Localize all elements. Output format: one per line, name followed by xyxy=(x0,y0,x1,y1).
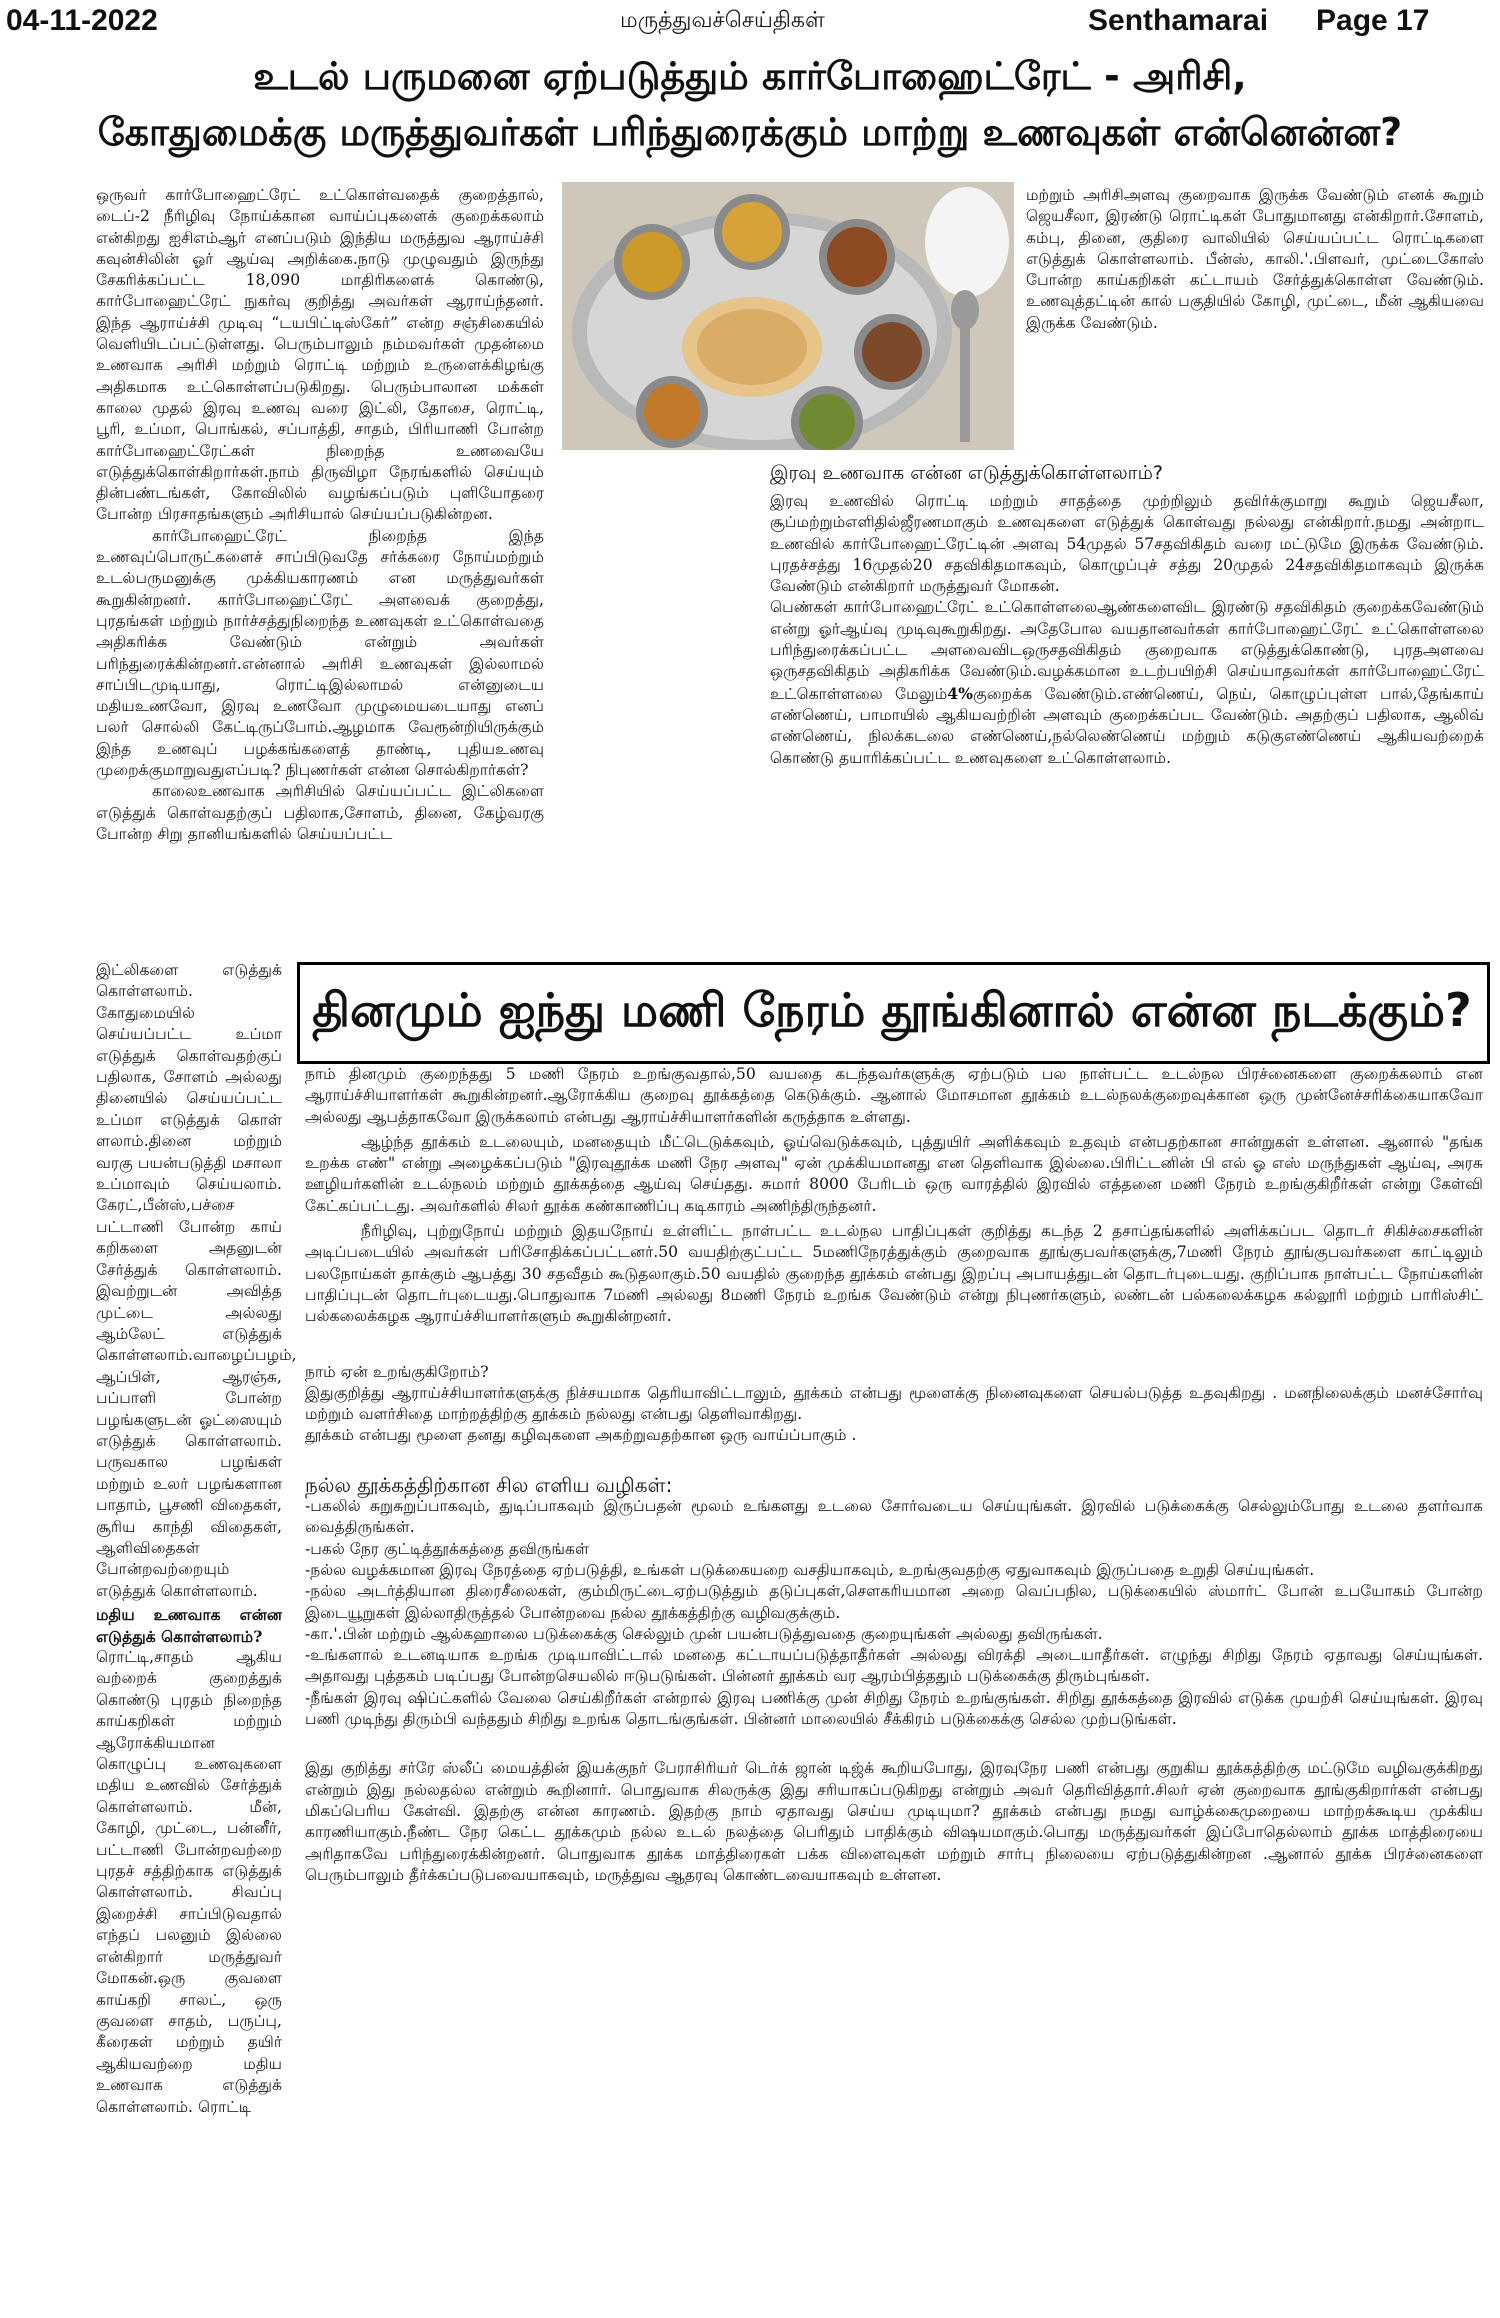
article2-body xyxy=(305,1064,1483,1886)
sleep-tip-4: -நல்ல அடர்த்தியான திரைசீலைகள், கும்மிருட்டைஏற்படுத்தும் தடுப்புகள்,சௌகரியமான அறை வெப்பநில, படுக்கையில் ஸ்மார்ட் போன் உபயோகம் போன்ற இடையூறுகள் இல்லாதிருத்தல் போன்றவை நல்ல தூக்கத்திற்கு வழிவகுக்கும். xyxy=(305,1582,1483,1622)
dinner-section xyxy=(770,462,1484,769)
food-plate-photo xyxy=(562,182,1014,450)
dinner-text-block xyxy=(770,491,1484,769)
narrow-breakfast-text: இட்லிகளை எடுத்துக் கொள்ளலாம். கோதுமையில் செய்யப்பட்ட உப்மா எடுத்துக் கொள்வதற்குப் பதிலாக, சோளம் அல்லது தினையில் செய்யப்பட்ட உப்மா எடுத்துக் கொள் ளலாம்.தினை மற்றும் வரகு பயன்படுத்தி மசாலா உப்மாவும் செய்யலாம். கேரட்,பீன்ஸ்,பச்சை பட்டாணி போன்ற காய் கறிகளை அதனுடன் சேர்த்துக் கொள்ளலாம். இவற்றுடன் அவித்த முட்டை அல்லது ஆம்லேட் எடுத்துக் கொள்ளலாம்.வாழைப்பழம், ஆப்பிள், ஆரஞ்சு, பப்பாளி போன்ற பழங்களுடன் ஓட்ஸையும் எடுத்துக் கொள்ளலாம். பருவகால பழங்கள் மற்றும் உலர் பழங்களான பாதாம், பூசணி விதைகள், சூரிய காந்தி விதைகள், ஆளிவிதைகள் போன்றவற்றையும் எடுத்துக் கொள்ளலாம். xyxy=(96,961,297,1600)
paper-name: Senthamarai xyxy=(1088,4,1269,37)
article2-paragraph-3: நீரிழிவு, புற்றுநோய் மற்றும் இதயநோய் உள்ளிட்ட நாள்பட்ட உடல்நல பாதிப்புகள் குறித்து கடந்த 2 தசாப்தங்களில் அளிக்கப்பட தொடர் சிகிச்சைகளின் அடிப்படையில் அவர்கள் பரிசோதிக்கப்பட்டனர்.50 வயதிற்குட்பட்ட 5மணிநேரத்துக்கும் குறைவாக தூங்குபவர்களுக்கு,7மணி நேரம் தூங்குபவர்களை காட்டிலும் பலநோய்கள் தாக்கும் ஆபத்து 30 சதவீதம் கூடுதலாகும்.50 வயதில் குறைந்த தூக்கம் என்பது இறப்பு அபாயத்துடன் தொடர்புடையது. குறிப்பாக நாள்பட்ட நோய்களின் பாதிப்புடன் தொடர்புடையது.பொதுவாக 7மணி அல்லது 8மணி நேரம் உறங்க வேண்டும் என்று நிபுணர்களும், லண்டன் பல்கலைக்கழக கல்லூரி மற்றும் பாரிஸ்சிட் பல்கலைக்கழக ஆராய்ச்சியாளர்களும் கூறுகின்றனர். xyxy=(305,1222,1483,1326)
page-number: Page 17 xyxy=(1316,4,1430,37)
article2-paragraph-2: ஆழ்ந்த தூக்கம் உடலையும், மனதையும் மீட்டெடுக்கவும், ஓய்வெடுக்கவும், புத்துயிர் அளிக்கவும் உதவும் என்பதற்கான சான்றுகள் உள்ளன. ஆனால் "தங்க உறக்க எண்" என்று அழைக்கப்படும் "இரவுதூக்க மணி நேர அளவு" ஏன் முக்கியமானது என தெளிவாக இல்லை.பிரிட்டனின் பி எல் ஓ எஸ் மருந்துகள் ஆய்வு, அரசு ஊழியர்களின் உடல்நலம் மற்றும் தூக்கத்தை ஆய்வு செய்தது. சுமார் 8000 பேரிடம் ஒரு வாரத்தில் இரவில் எத்தனை மணி நேரம் உறங்குகிறீர்கள் என்று கேள்வி கேட்கப்பட்டது. அவர்களில் சிலர் தூக்க கண்காணிப்பு கடிகாரம் அணிந்திருந்தனர். xyxy=(305,1132,1483,1215)
lunch-heading: மதிய உணவாக என்ன எடுத்துக் கொள்ளலாம்? xyxy=(96,1605,282,1646)
article1-title-line2: கோதுமைக்கு மருத்துவர்கள் பரிந்துரைக்கும் மாற்று உணவுகள் என்னென்ன? xyxy=(97,110,1403,154)
article1-right-paragraph: மற்றும் அரிசிஅளவு குறைவாக இருக்க வேண்டும் எனக் கூறும் ஜெயசீலா, இரண்டு ரொட்டிகள் போதுமானது என்கிறார்.சோளம், கம்பு, தினை, குதிரை வாலியில் செய்யப்பட்ட ரொட்டிகளை எடுத்துக் கொள்ளலாம். பீன்ஸ், காலி.'.பிளவர், முட்டைகோஸ் போன்ற காய்கறிகள் கட்டாயம் சேர்த்துக்கொள்ள வேண்டும். உணவுத்தட்டின் கால் பகுதியில் கோழி, முட்டை, மீன் ஆகியவை இருக்க வேண்டும். xyxy=(1026,186,1484,332)
article2-closing: இது குறித்து சர்ரே ஸ்லீப் மையத்தின் இயக்குநர் பேராசிரியர் டெர்க் ஜான் டிஜ்க் கூறியபோது, இரவுநேர பணி என்பது குறுகிய தூக்கத்திற்கு மட்டுமே வழிவகுக்கிறது என்றும் இது நல்லதல்ல என்றும் கூறினார். பொதுவாக சிலருக்கு இது சரியாகப்படுகிறது என்றும் அவர் தெரிவித்தார்.சிலர் ஏன் குறைவாக தூங்குகிறார்கள் என்பது மிகப்பெரிய கேள்வி. இதற்கு என்ன காரணம். இதற்கு நாம் ஏதாவது செய்ய முடியுமா? தூக்கம் என்பது நமது வாழ்க்கைமுறையை மாற்றக்கூடிய முக்கிய காரணியாகும்.நீண்ட நேர கெட்ட தூக்கமும் நல்ல உடல் நலத்தை பெரிதும் பாதிக்கும் விஷயமாகும்.பொது மருத்துவர்கள் இப்போதெல்லாம் தூக்க மாத்திரையை அரிதாகவே பரிந்துரைக்கின்றனர். பொதுவாக தூக்க மாத்திரைகள் பக்க விளைவுகள் மற்றும் சார்பு நிலையை ஏற்படுத்துகின்றன .ஆனால் தூக்க பிரச்னைகளை பெரும்பாலும் தீர்க்கப்படுபவையாகவும், மருத்துவ ஆதரவு கொண்டவையாகவும் உள்ளன. xyxy=(305,1759,1483,1884)
article2-title: தினமும் ஐந்து மணி நேரம் தூங்கினால் என்ன நடக்கும்? xyxy=(312,983,1472,1037)
sleep-tip-1: -பகலில் சுறுசுறுப்பாகவும், துடிப்பாகவும் இருப்பதன் மூலம் உங்களது உடலை சோர்வடைய செய்யுங்கள். இரவில் படுக்கைக்கு செல்லும்போது உடலை தளர்வாக வைத்திருங்கள். xyxy=(305,1497,1483,1537)
lunch-text: ரொட்டி,சாதம் ஆகிய வற்றைக் குறைத்துக் கொண்டு புரதம் நிறைந்த காய்கறிகள் மற்றும் ஆரோக்கியமான கொழுப்பு உணவுகளை மதிய உணவில் சேர்த்துக் கொள்ளலாம். மீன், கோழி, முட்டை, பன்னீர், பட்டாணி போன்றவற்றை புரதச் சத்திற்காக எடுத்துக் கொள்ளலாம். சிவப்பு இறைச்சி சாப்பிடுவதால் எந்தப் பலனும் இல்லை என்கிறார் மருத்துவர் மோகன்.ஒரு குவளை காய்கறி சாலட், ஒரு குவளை சாதம், பருப்பு, கீரைகள் மற்றும் தயிர் ஆகியவற்றை மதிய உணவாக எடுத்துக் கொள்ளலாம். ரொட்டி xyxy=(96,1648,282,2116)
dinner-text-2b: குறைக்க வேண்டும்.எண்ணெய், நெய், கொழுப்புள்ள பால்,தேங்காய் எண்ணெய், பாமாயில் ஆகியவற்றின் அளவும் குறைக்கப்பட வேண்டும். அதற்குப் பதிலாக, ஆலிவ் எண்ணெய், நிலக்கடலை எண்ணெய்,நல்லெண்ணெய் மற்றும் கடுகுஎண்ணெய் ஆகியவற்றைக் கொண்டு தயாரிக்கப்பட்ட உணவுகளை உட்கொள்ளலாம். xyxy=(770,684,1484,767)
why-sleep-text: இதுகுறித்து ஆராய்ச்சியாளர்களுக்கு நிச்சயமாக தெரியாவிட்டாலும், தூக்கம் என்பது மூளைக்கு நினைவுகளை செயல்படுத்த உதவுகிறது . மனநிலைக்கும் மனச்சோர்வு மற்றும் வளர்சிதை மாற்றத்திற்கு தூக்கம் நல்லது என்பது தெளிவாகிறது. xyxy=(305,1383,1483,1424)
thali-plate-illustration xyxy=(562,182,1014,450)
why-sleep-question: நாம் ஏன் உறங்குகிறோம்? xyxy=(305,1362,489,1381)
issue-date: 04-11-2022 xyxy=(6,4,158,37)
article2-paragraph-1: நாம் தினமும் குறைந்தது 5 மணி நேரம் உறங்குவதால்,50 வயதை கடந்தவர்களுக்கு ஏற்படும் பல நாள்பட்ட உடல்நல பிரச்னைகளை குறைக்கலாம் என ஆராய்ச்சியாளர்கள் கூறுகின்றனர்.ஆரோக்கிய குறைவு தூக்கத்தை கெடுக்கும். ஆனால் மோசமான தூக்கம் உடல்நலக்குறைவுக்கான ஒரு முன்னேச்சரிக்கையாகவோ அல்லது ஆபத்தாகவோ இருக்கலாம் என்பது ஆராய்ச்சியாளர்களின் கருத்தாக உள்ளது. xyxy=(305,1065,1483,1126)
sleep-tip-7: -நீங்கள் இரவு ஷிப்ட்களில் வேலை செய்கிறீர்கள் என்றால் இரவு பணிக்கு முன் சிறிது நேரம் உறங்குங்கள். சிறிது தூக்கத்தை இரவில் எடுக்க முயற்சி செய்யுங்கள். இரவு பணி முடிந்து திரும்பி வந்ததும் சிறிது உறங்க தொடங்குங்கள். பின்னர் மாலையில் சீக்கிரம் படுக்கைக்கு செல்ல முற்படுங்கள். xyxy=(305,1688,1483,1729)
dinner-text-2 xyxy=(770,597,1484,768)
article1-narrow-column xyxy=(96,960,297,2118)
article1-title xyxy=(20,48,1480,160)
dinner-heading: இரவு உணவாக என்ன எடுத்துக்கொள்ளலாம்? xyxy=(770,462,1163,484)
sleep-tip-6: -உங்களால் உடனடியாக உறங்க முடியாவிட்டால் மனதை கட்டாயப்படுத்தாதீர்கள் அல்லது விரக்தி அடையாதீர்கள். எழுந்து சிறிது நேரம் ஏதாவது செய்யுங்கள். அதாவது புத்தகம் படிப்பது போன்றசெயலில் ஈடுபடுங்கள். பின்னர் தூக்கம் வர ஆரம்பித்ததும் படுக்கைக்கு திரும்புங்கள். xyxy=(305,1646,1483,1686)
article1-intro-paragraph: ஒருவர் கார்போஹைட்ரேட் உட்கொள்வதைக் குறைத்தால், டைப்-2 நீரிழிவு நோய்க்கான வாய்ப்புகளைக் குறைக்கலாம் என்கிறது ஐசிஎம்ஆர் எனப்படும் இந்திய மருத்துவ ஆராய்ச்சி கவுன்சிலின் ஓர் ஆய்வு அறிக்கை.நாடு முழுவதும் இருந்து சேகரிக்கப்பட்ட 18,090 மாதிரிகளைக் கொண்டு, கார்போஹைட்ரேட் நுகர்வு குறித்து அவர்கள் ஆராய்ந்தனர். இந்த ஆராய்ச்சி முடிவு “டயபிட்டிஸ்கேர்” என்ற சஞ்சிகையில் வெளியிடப்பட்டுள்ளது. பெரும்பாலும் நம்மவர்கள் முதன்மை உணவாக அரிசி மற்றும் ரொட்டி மற்றும் உருளைக்கிழங்கு அதிகமாக உட்கொள்ளப்படுகிறது. பெரும்பாலான மக்கள் காலை முதல் இரவு உணவு வரை இட்லி, தோசை, ரொட்டி, பூரி, உப்மா, பொங்கல், சப்பாத்தி, சாதம், பிரியாணி போன்ற கார்போஹைட்ரேட்கள் நிறைந்த உணவையே எடுத்துக்கொள்கிறார்கள்.நாம் திருவிழா நேரங்களில் செய்யும் தின்பண்டங்கள், கோவிலில் வழங்கப்படும் புளியோதரை போன்ற பிரசாதங்களும் அரிசியால் செய்யப்படுகின்றன. xyxy=(96,186,544,524)
sleep-tips-heading: நல்ல தூக்கத்திற்கான சில எளிய வழிகள்: xyxy=(305,1472,673,1497)
article1-body-paragraph: கார்போஹைட்ரேட் நிறைந்த இந்த உணவுப்பொருட்களைச் சாப்பிடுவதே சர்க்கரை நோய்மற்றும் உடல்பருமனுக்கு முக்கியகாரணம் என மருத்துவர்கள் கூறுகின்றனர். கார்போஹைட்ரேட் அளவைக் குறைத்து, புரதங்கள் மற்றும் நார்ச்சத்துநிறைந்த உணவுகள் உட்கொள்வதை அதிகரிக்க வேண்டும் என்றும் அவர்கள் பரிந்துரைக்கின்றனர்.என்னால் அரிசி உணவுகள் இல்லாமல் சாப்பிடமுடியாது, ரொட்டிஇல்லாமல் என்னுடைய மதியஉணவோ, இரவு உணவோ முழுமையடையாது எனப் பலர் சொல்லி கேட்டிருப்போம்.ஆழமாக வேரூன்றியிருக்கும் இந்த உணவுப் பழக்கங்களைத் தாண்டி, புதியஉணவு முறைக்குமாறுவதுஎப்படி? நிபுணர்கள் என்ன சொல்கிறார்கள்? xyxy=(96,526,544,780)
dinner-text: இரவு உணவில் ரொட்டி மற்றும் சாதத்தை முற்றிலும் தவிர்க்குமாறு கூறும் ஜெயசீலா, சூப்மற்றும்எளிதில்ஜீரணமாகும் உணவுகளை எடுத்துக் கொள்வது நல்லது என்கிறார்.நமது அன்றாட உணவில் கார்போஹைட்ரேட்டின் அளவு 54முதல் 57சதவிகிதம் வரை மட்டுமே இருக்க வேண்டும். புரதச்சத்து 16முதல்20 சதவிகிதமாகவும், கொழுப்புச் சத்து 20முதல் 24சதவிகிதமாகவும் இருக்க வேண்டும் என்கிறார் மருத்துவர் மோகன். xyxy=(770,492,1484,596)
article1-right-column xyxy=(1026,185,1484,334)
fat-reduce-percent: 4% xyxy=(947,683,973,703)
dinner-text-2a: பெண்கள் கார்போஹைட்ரேட் உட்கொள்ளலைஆண்களைவிட இரண்டு சதவிகிதம் குறைக்கவேண்டும் என்று ஓர்ஆய்வு முடிவுகூறுகிறது. அதேபோல வயதானவர்கள் கார்போஹைட்ரேட் உட்கொள்ளலை பரிந்துரைக்கப்பட்ட அளவைவிடஒருசதவிகிதம் குறைவாக எடுத்துக்கொண்டு, புரதஅளவை ஒருசதவிகிதம் அதிகரிக்க வேண்டும்.வழக்கமான உடற்பயிற்சி செய்யாதவர்கள் கார்போஹைட்ரேட் உட்கொள்ளலை மேலும் xyxy=(770,598,1484,703)
article1-title-line1: உடல் பருமனை ஏற்படுத்தும் கார்போஹைட்ரேட் - அரிசி, xyxy=(253,54,1247,98)
sleep-tip-2: -பகல் நேர குட்டித்தூக்கத்தை தவிருங்கள் xyxy=(305,1539,590,1558)
section-name: மருத்துவச்செய்திகள் xyxy=(620,8,825,33)
sleep-tip-5: -கா.'.பின் மற்றும் ஆல்கஹாலை படுக்கைக்கு செல்லும் முன் பயன்படுத்துவதை குறையுங்கள் அல்லது தவிருங்கள். xyxy=(305,1624,1103,1643)
why-sleep-text-2: தூக்கம் என்பது மூளை தனது கழிவுகளை அகற்றுவதற்கான ஒரு வாய்ப்பாகும் . xyxy=(305,1426,857,1445)
sleep-tip-3: -நல்ல வழக்கமான இரவு நேரத்தை ஏற்படுத்தி, உங்கள் படுக்கையறை வசதியாகவும், உறங்குவதற்கு ஏதுவாகவும் இருப்பதை உறுதி செய்யுங்கள். xyxy=(305,1560,1315,1579)
article1-breakfast-paragraph: காலைஉணவாக அரிசியில் செய்யப்பட்ட இட்லிகளை எடுத்துக் கொள்வதற்குப் பதிலாக,சோளம், தினை, கேழ்வரகு போன்ற சிறு தானியங்களில் செய்யப்பட்ட xyxy=(96,782,544,843)
article1-left-column xyxy=(96,185,544,865)
